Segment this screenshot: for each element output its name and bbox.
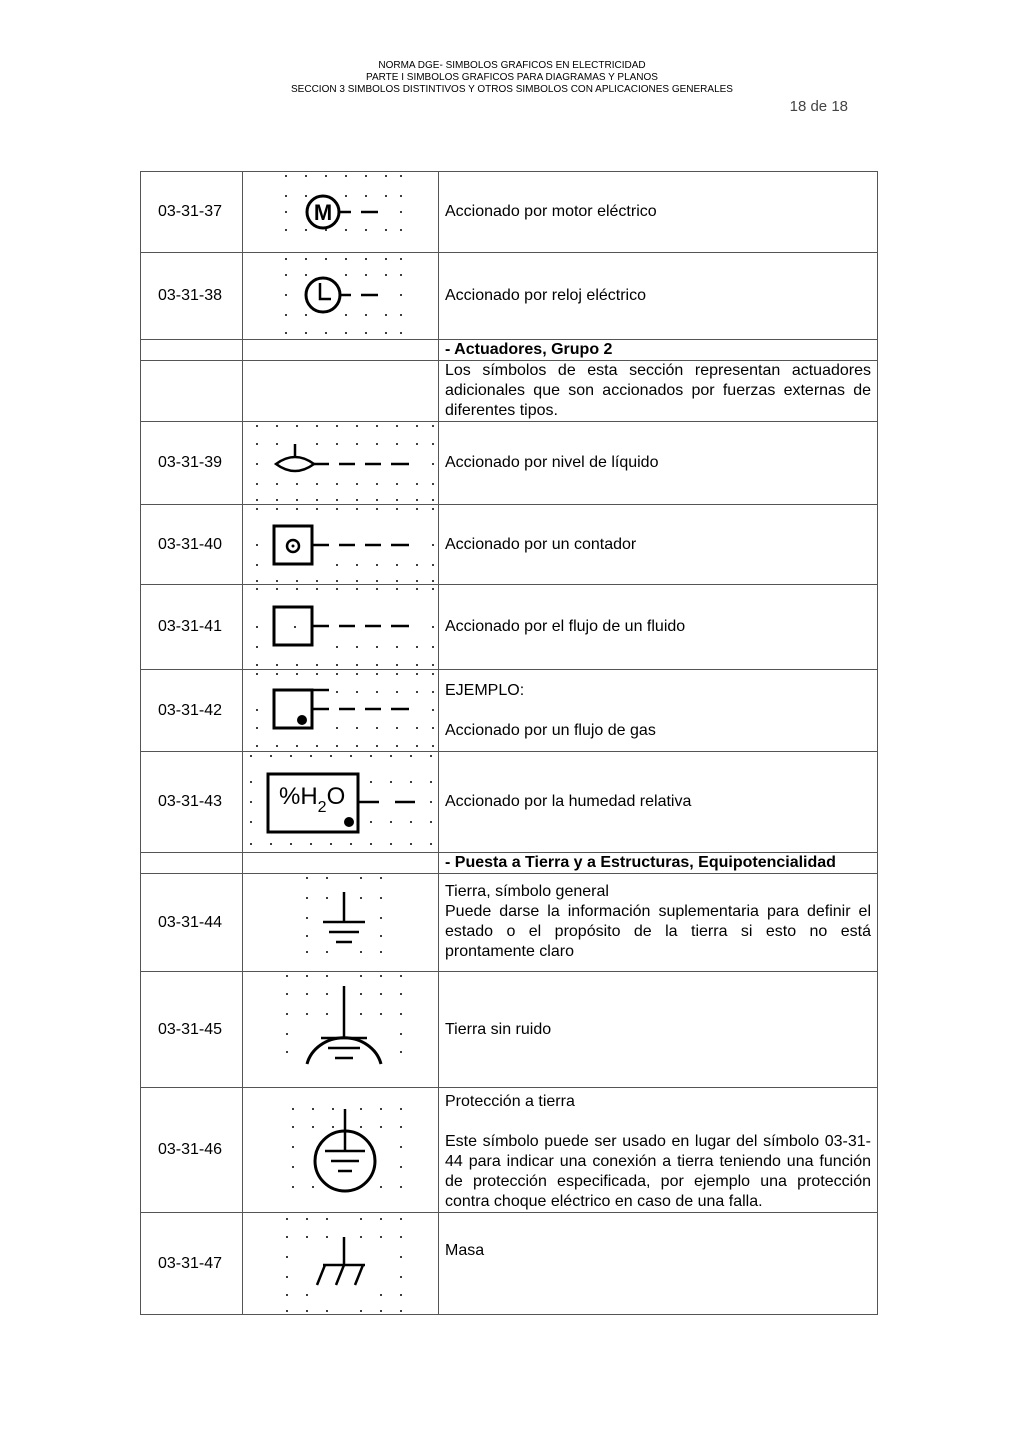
table-row [141,1088,878,1213]
table-row [141,972,878,1088]
motor-actuator-icon [243,172,438,252]
row-code: 03-31-43 [141,752,243,853]
symbol-table [140,171,878,1315]
table-row [141,670,878,752]
row-code: 03-31-41 [141,585,243,670]
section-heading-row [141,340,878,361]
row-description: Este símbolo puede ser usado en lugar del símbolo 03-31-44 para indicar una conexión a tierra teniendo una función de protección especificada, por ejemplo una protección contra choque eléctrico en caso de una falla. [445,1133,871,1210]
row-code: 03-31-44 [141,874,243,972]
header-line-1: NORMA DGE- SIMBOLOS GRAFICOS EN ELECTRICIDAD [378,60,646,71]
section-heading: - Actuadores, Grupo 2 [445,341,613,358]
table-row [141,172,878,253]
earth-icon [243,874,438,971]
row-description: Accionado por un contador [439,505,878,585]
section-heading-row [141,853,878,874]
section-intro-row [141,361,878,422]
table-row [141,505,878,585]
counter-icon [243,505,438,584]
row-description: Accionado por motor eléctrico [439,172,878,253]
header-line-2: PARTE I SIMBOLOS GRAFICOS PARA DIAGRAMAS Y PLANOS [366,72,658,83]
row-description: Accionado por un flujo de gas [445,721,656,739]
row-description: Tierra sin ruido [439,972,878,1088]
fluid-flow-icon [243,585,438,669]
humidity-symbol-text-2: O [326,783,346,810]
humidity-icon [243,752,438,852]
row-code: 03-31-40 [141,505,243,585]
gas-flow-icon [243,670,438,751]
row-description: Accionado por la humedad relativa [439,752,878,853]
svg-text:M: M [313,200,333,225]
section-intro: Los símbolos de esta sección representan actuadores adicionales que son accionados por fuerzas externas de diferentes tipos. [439,361,878,422]
row-code: 03-31-45 [141,972,243,1088]
protective-earth-icon [243,1091,438,1210]
row-description: Puede darse la información suplementaria para definir el estado o el propósito de la tierra si esto no está prontamente claro [445,903,871,960]
table-row [141,752,878,853]
chassis-icon [243,1213,438,1314]
liquid-level-icon [243,422,438,504]
page-number: 18 de 18 [789,98,848,115]
section-heading: - Puesta a Tierra y a Estructuras, Equipotencialidad [445,854,836,871]
row-description: Accionado por reloj eléctrico [439,253,878,340]
row-code: 03-31-47 [141,1213,243,1315]
document-header [0,60,1024,96]
row-code: 03-31-39 [141,422,243,505]
table-row [141,585,878,670]
row-code: 03-31-38 [141,253,243,340]
row-description: Accionado por el flujo de un fluido [439,585,878,670]
row-code: 03-31-37 [141,172,243,253]
noiseless-earth-icon [243,972,438,1087]
clock-actuator-icon [243,253,438,339]
table-row [141,1213,878,1315]
humidity-symbol-subscript: 2 [317,799,327,816]
table-row [141,874,878,972]
table-row [141,253,878,340]
row-title: Protección a tierra [445,1093,575,1110]
row-description: Masa [439,1213,878,1315]
row-description: Accionado por nivel de líquido [439,422,878,505]
table-row [141,422,878,505]
example-label: EJEMPLO: [445,681,525,699]
header-line-3: SECCION 3 SIMBOLOS DISTINTIVOS Y OTROS SIMBOLOS CON APLICACIONES GENERALES [291,84,733,95]
row-title: Tierra, símbolo general [445,883,609,900]
row-code: 03-31-46 [141,1088,243,1213]
row-code: 03-31-42 [141,670,243,752]
svg-text:%H2O [279,783,345,816]
humidity-symbol-text: %H [279,783,318,810]
